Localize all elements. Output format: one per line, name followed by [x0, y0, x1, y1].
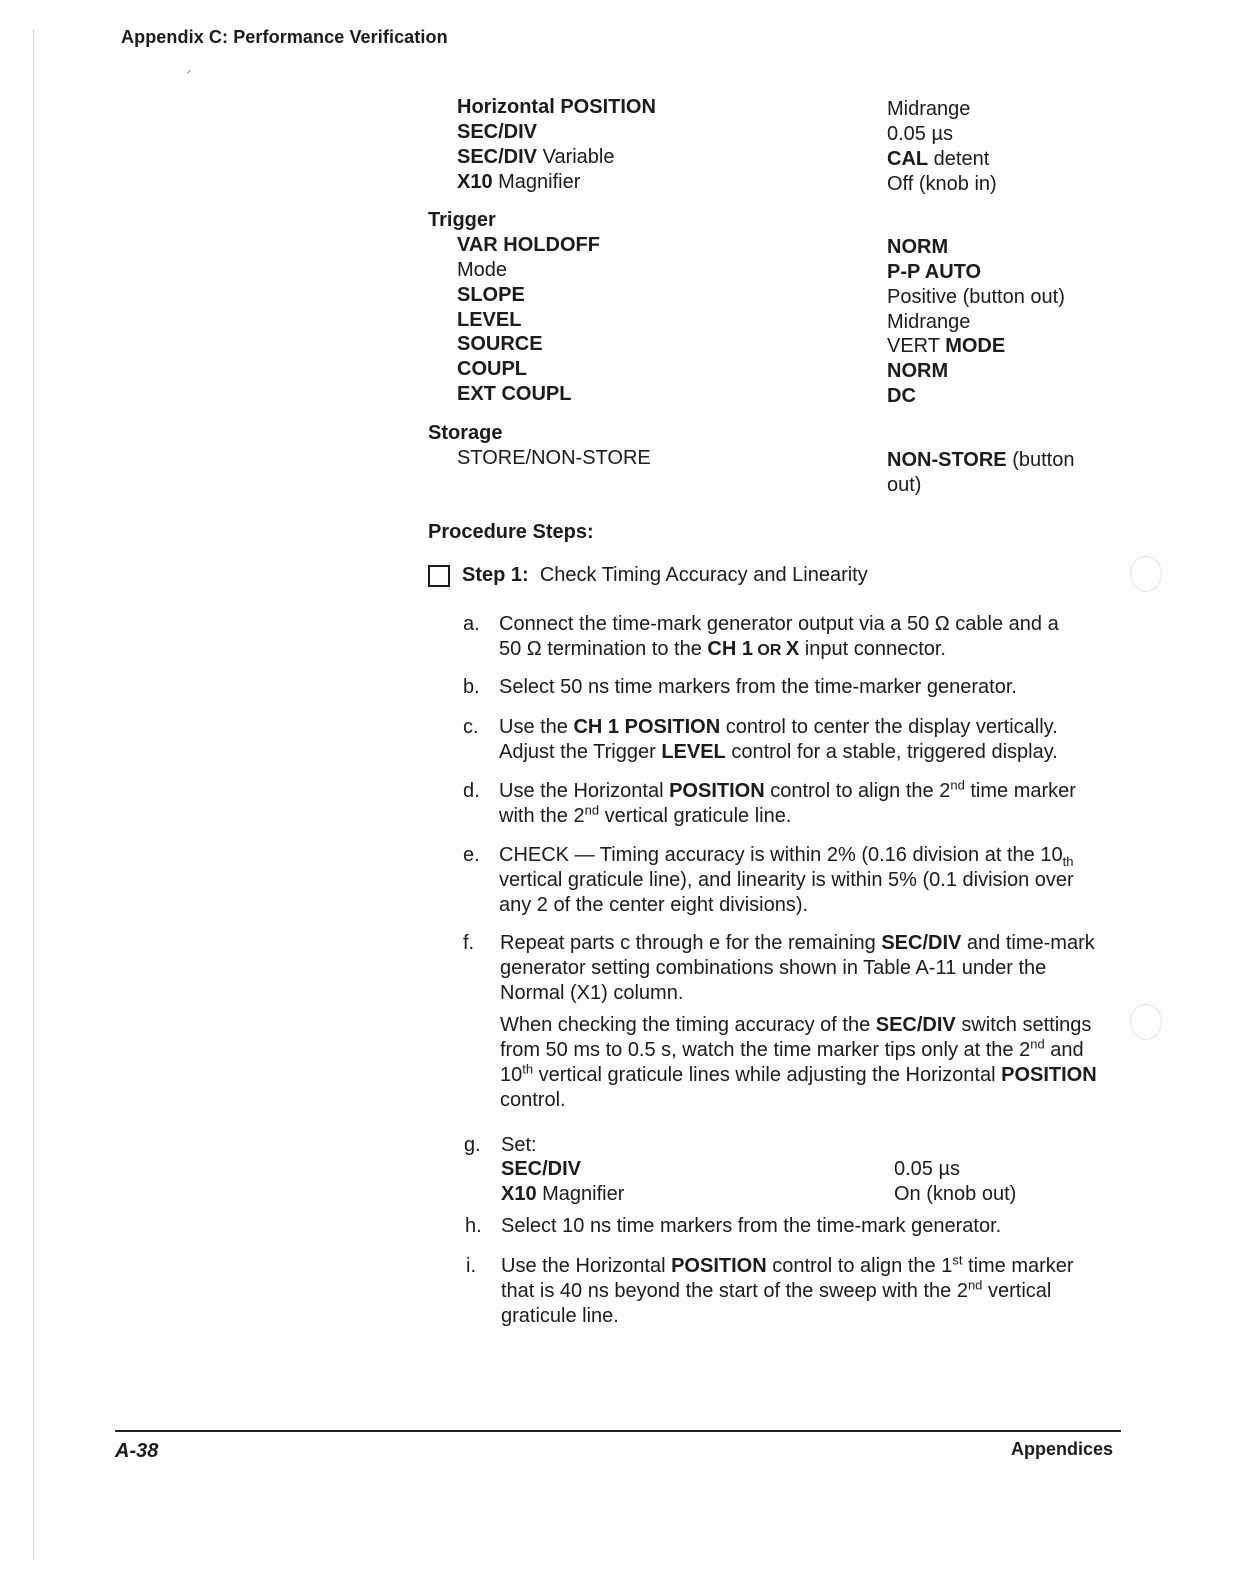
- setting-value: VERT MODE: [887, 335, 1006, 357]
- setting-label: X10 Magnifier: [501, 1183, 625, 1205]
- item-f-note: When checking the timing accuracy of the SEC/DIV switch settings from 50 ms to 0.5 s, watch the time marker tips only at the 2nd and 10th vertical graticule lines while adjusting the Horizontal POSITION control.: [500, 1014, 1097, 1111]
- setting-label: SOURCE: [457, 333, 543, 355]
- item-letter: b.: [463, 676, 480, 698]
- item-letter: f.: [463, 932, 475, 954]
- item-letter: i.: [466, 1255, 476, 1277]
- step-heading: Step 1: Check Timing Accuracy and Linearity: [462, 564, 868, 586]
- item-letter: d.: [463, 780, 480, 802]
- setting-label: VAR HOLDOFF: [457, 234, 600, 256]
- item-b-text: Select 50 ns time markers from the time-marker generator.: [499, 676, 1017, 698]
- setting-label: Mode: [457, 259, 508, 281]
- item-c-text: Use the CH 1 POSITION control to center the display vertically. Adjust the Trigger LEVEL control for a stable, triggered display.: [499, 716, 1058, 763]
- stray-mark: ⸝: [186, 64, 192, 76]
- setting-label: LEVEL: [457, 309, 522, 331]
- setting-value: P-P AUTO: [887, 261, 982, 283]
- page-number: A-38: [115, 1440, 159, 1462]
- setting-value: NON-STORE (button: [887, 449, 1075, 471]
- procedure-title: Procedure Steps:: [428, 521, 594, 543]
- item-f-text: Repeat parts c through e for the remaining SEC/DIV and time-mark generator setting combinations shown in Table A-11 under the Normal (X1) column.: [500, 932, 1095, 1004]
- setting-label: SEC/DIV Variable: [457, 146, 615, 168]
- setting-value: 0.05 µs: [894, 1158, 961, 1180]
- punch-hole: [1130, 556, 1162, 592]
- footer-rule: [115, 1430, 1121, 1432]
- item-letter: h.: [465, 1215, 482, 1237]
- item-h-text: Select 10 ns time markers from the time-mark generator.: [501, 1215, 1002, 1237]
- setting-label: Horizontal POSITION: [457, 96, 656, 118]
- item-d-text: Use the Horizontal POSITION control to align the 2nd time marker with the 2nd vertical graticule line.: [499, 777, 1076, 827]
- step-checkbox[interactable]: [428, 565, 450, 587]
- setting-value: Midrange: [887, 311, 971, 333]
- running-head: Appendix C: Performance Verification: [121, 27, 448, 47]
- setting-value: 0.05 µs: [887, 123, 954, 145]
- setting-value: On (knob out): [894, 1183, 1017, 1205]
- setting-label: SEC/DIV: [501, 1158, 582, 1180]
- setting-value-continued: out): [887, 474, 922, 496]
- setting-value: Midrange: [887, 98, 971, 120]
- storage-heading: Storage: [428, 422, 503, 444]
- setting-value: Positive (button out): [887, 286, 1065, 308]
- setting-label: COUPL: [457, 358, 527, 380]
- item-e-text: CHECK — Timing accuracy is within 2% (0.16 division at the $10_{th}$ vertical graticule line), and linearity is within 5% (0.1 division over any 2 of the center eight divisions).: [499, 844, 1074, 916]
- setting-value: NORM: [887, 236, 949, 258]
- setting-label: X10 Magnifier: [457, 171, 581, 193]
- item-i-text: Use the Horizontal POSITION control to align the 1st time marker that is 40 ns beyond the start of the sweep with the 2nd vertical graticule line.: [501, 1252, 1074, 1327]
- trigger-heading: Trigger: [428, 209, 496, 231]
- item-a-text: Connect the time-mark generator output via a 50 Ω cable and a 50 Ω termination to the CH 1 OR X input connector.: [499, 613, 1059, 660]
- item-g-text: Set:: [501, 1134, 537, 1156]
- setting-label: SLOPE: [457, 284, 525, 306]
- setting-label: STORE/NON-STORE: [457, 447, 651, 469]
- setting-value: CAL detent: [887, 148, 990, 170]
- setting-label: EXT COUPL: [457, 383, 572, 405]
- binding-edge: [33, 30, 34, 1560]
- setting-value: Off (knob in): [887, 173, 997, 195]
- setting-label: SEC/DIV: [457, 121, 538, 143]
- item-letter: g.: [464, 1134, 481, 1156]
- setting-value: NORM: [887, 360, 949, 382]
- item-letter: e.: [463, 844, 480, 866]
- setting-value: DC: [887, 385, 916, 407]
- item-letter: a.: [463, 613, 480, 635]
- item-letter: c.: [463, 716, 479, 738]
- section-name: Appendices: [1010, 1439, 1113, 1459]
